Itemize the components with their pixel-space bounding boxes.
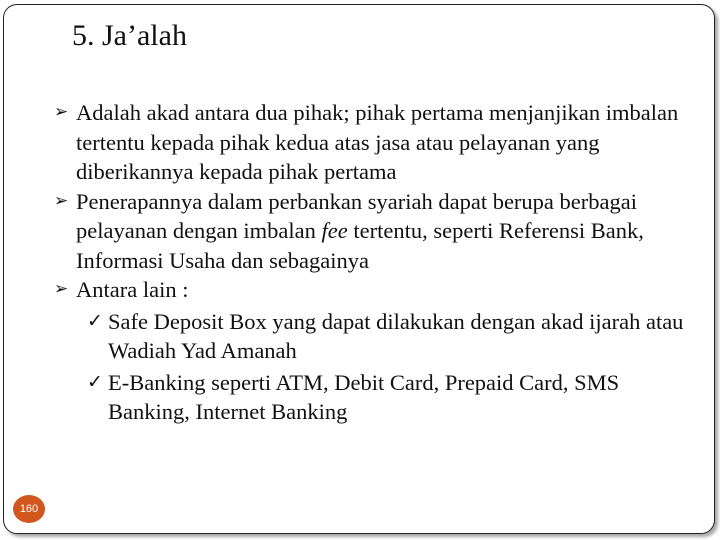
sub-bullet-text: E-Banking seperti ATM, Debit Card, Prepaid Card, SMS Banking, Internet Banking: [108, 369, 620, 424]
check-icon: ✓: [87, 309, 103, 332]
arrow-bullet-icon: ➢: [54, 190, 69, 211]
bullet-item: [54, 187, 694, 276]
bullet-text-italic: fee: [321, 218, 348, 243]
arrow-bullet-icon: ➢: [54, 279, 69, 299]
sub-bullet-item: [87, 307, 694, 366]
check-icon: ✓: [87, 370, 103, 393]
bullet-text-part: tertentu, seperti Referensi Bank, Informasi Usaha dan sebagainya: [76, 218, 644, 273]
slide-title: 5. Ja’alah: [72, 19, 187, 52]
bullet-text-part: Penerapannya dalam perbankan syariah dapat berupa berbagai pelayanan dengan imbalan: [76, 188, 637, 243]
bullet-text: [76, 189, 644, 273]
bullet-text: Antara lain :: [76, 277, 189, 302]
bullet-text: Adalah akad antara dua pihak; pihak pertama menjanjikan imbalan tertentu kepada pihak kedua atas jasa atau pelayanan yang diberikannya kepada pihak pertama: [76, 100, 679, 184]
sub-bullet-text: Safe Deposit Box yang dapat dilakukan dengan akad ijarah atau Wadiah Yad Amanah: [108, 308, 684, 363]
bullet-item: [54, 98, 694, 187]
sub-bullet-item: [87, 368, 694, 427]
slide-content: [54, 98, 694, 427]
page-number-badge: 160: [13, 495, 45, 523]
arrow-bullet-icon: ➢: [54, 102, 69, 122]
bullet-item: [54, 275, 694, 305]
